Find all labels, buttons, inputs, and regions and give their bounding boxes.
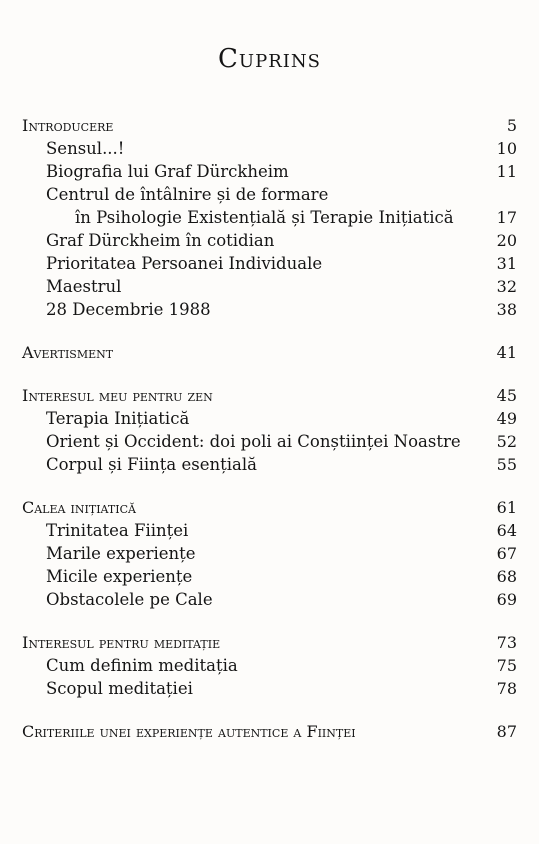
toc-entry-label: Orient și Occident: doi poli ai Conștiinței Noastre [46,432,461,451]
toc-entry-label: Marile experiențe [46,544,196,563]
toc-entry[interactable] [22,183,517,206]
toc-page-number: 11 [496,162,517,181]
toc-page-number: 67 [496,544,517,563]
toc-entry-label: 28 Decembrie 1988 [46,300,211,319]
toc-page-number: 87 [496,722,517,741]
toc-entry[interactable] [22,252,517,275]
table-of-contents [22,114,517,743]
toc-entry[interactable] [22,160,517,183]
toc-heading-label: Interesul pentru meditație [22,633,221,652]
toc-page-number: 73 [496,633,517,652]
toc-entry-label: Terapia Inițiatică [46,409,190,428]
toc-page-number: 64 [496,521,517,540]
toc-heading-label: Criteriile unei experiențe autentice a Ființei [22,722,356,741]
toc-entry-label: Centrul de întâlnire și de formare [46,185,329,204]
toc-entry[interactable] [22,654,517,677]
toc-section-criteriile [22,720,517,743]
toc-entry-label: Biografia lui Graf Dürckheim [46,162,289,181]
toc-entry[interactable] [22,542,517,565]
toc-entry[interactable] [22,407,517,430]
toc-heading-row[interactable] [22,631,517,654]
toc-page-number: 68 [496,567,517,586]
section-spacer [22,321,517,341]
toc-heading-row[interactable] [22,384,517,407]
toc-page-number: 31 [496,254,517,273]
toc-entry[interactable] [22,588,517,611]
toc-entry[interactable] [22,430,517,453]
toc-heading-row[interactable] [22,114,517,137]
toc-entry[interactable] [22,298,517,321]
toc-page-number: 45 [496,386,517,405]
toc-page-number: 49 [496,409,517,428]
toc-entry-label: Obstacolele pe Cale [46,590,213,609]
toc-entry-label: Trinitatea Ființei [46,521,189,540]
toc-heading-label: Avertisment [22,343,114,362]
toc-heading-row[interactable] [22,496,517,519]
toc-page-number: 52 [496,432,517,451]
toc-section-interesul-zen [22,384,517,476]
toc-section-meditatie [22,631,517,700]
toc-entry-label: Scopul meditației [46,679,193,698]
page-title: Cuprins [218,44,321,74]
toc-heading-label: Interesul meu pentru zen [22,386,213,405]
toc-page-number: 32 [496,277,517,296]
toc-entry-label: Maestrul [46,277,122,296]
toc-page-number: 78 [496,679,517,698]
toc-page-number: 5 [506,116,517,135]
section-spacer [22,476,517,496]
section-spacer [22,364,517,384]
section-spacer [22,700,517,720]
toc-entry[interactable] [22,519,517,542]
toc-page-number: 69 [496,590,517,609]
section-spacer [22,611,517,631]
toc-heading-label: Calea inițiatică [22,498,136,517]
toc-entry[interactable] [22,229,517,252]
toc-entry-label: Cum definim meditația [46,656,238,675]
toc-entry[interactable] [22,565,517,588]
toc-entry-label: Graf Dürckheim în cotidian [46,231,275,250]
toc-entry-label: Micile experiențe [46,567,193,586]
toc-entry-label: Prioritatea Persoanei Individuale [46,254,323,273]
toc-entry-label: Corpul și Ființa esențială [46,455,257,474]
toc-entry[interactable] [22,453,517,476]
toc-entry-continuation[interactable] [22,206,517,229]
toc-page-number: 41 [496,343,517,362]
toc-heading-label: Introducere [22,116,114,135]
toc-page-number: 61 [496,498,517,517]
toc-page-number: 17 [496,208,517,227]
toc-entry[interactable] [22,275,517,298]
toc-page-number: 38 [496,300,517,319]
toc-page-number: 20 [496,231,517,250]
toc-heading-row[interactable] [22,720,517,743]
toc-section-calea-initiatica [22,496,517,611]
toc-section-avertisment [22,341,517,364]
toc-entry-label: Sensul...! [46,139,125,158]
toc-page-number: 10 [496,139,517,158]
toc-entry[interactable] [22,677,517,700]
toc-heading-row[interactable] [22,341,517,364]
toc-entry-label: în Psihologie Existențială și Terapie Inițiatică [75,208,454,227]
toc-entry[interactable] [22,137,517,160]
toc-page-number: 55 [496,455,517,474]
toc-section-introducere [22,114,517,321]
toc-page-number: 75 [496,656,517,675]
